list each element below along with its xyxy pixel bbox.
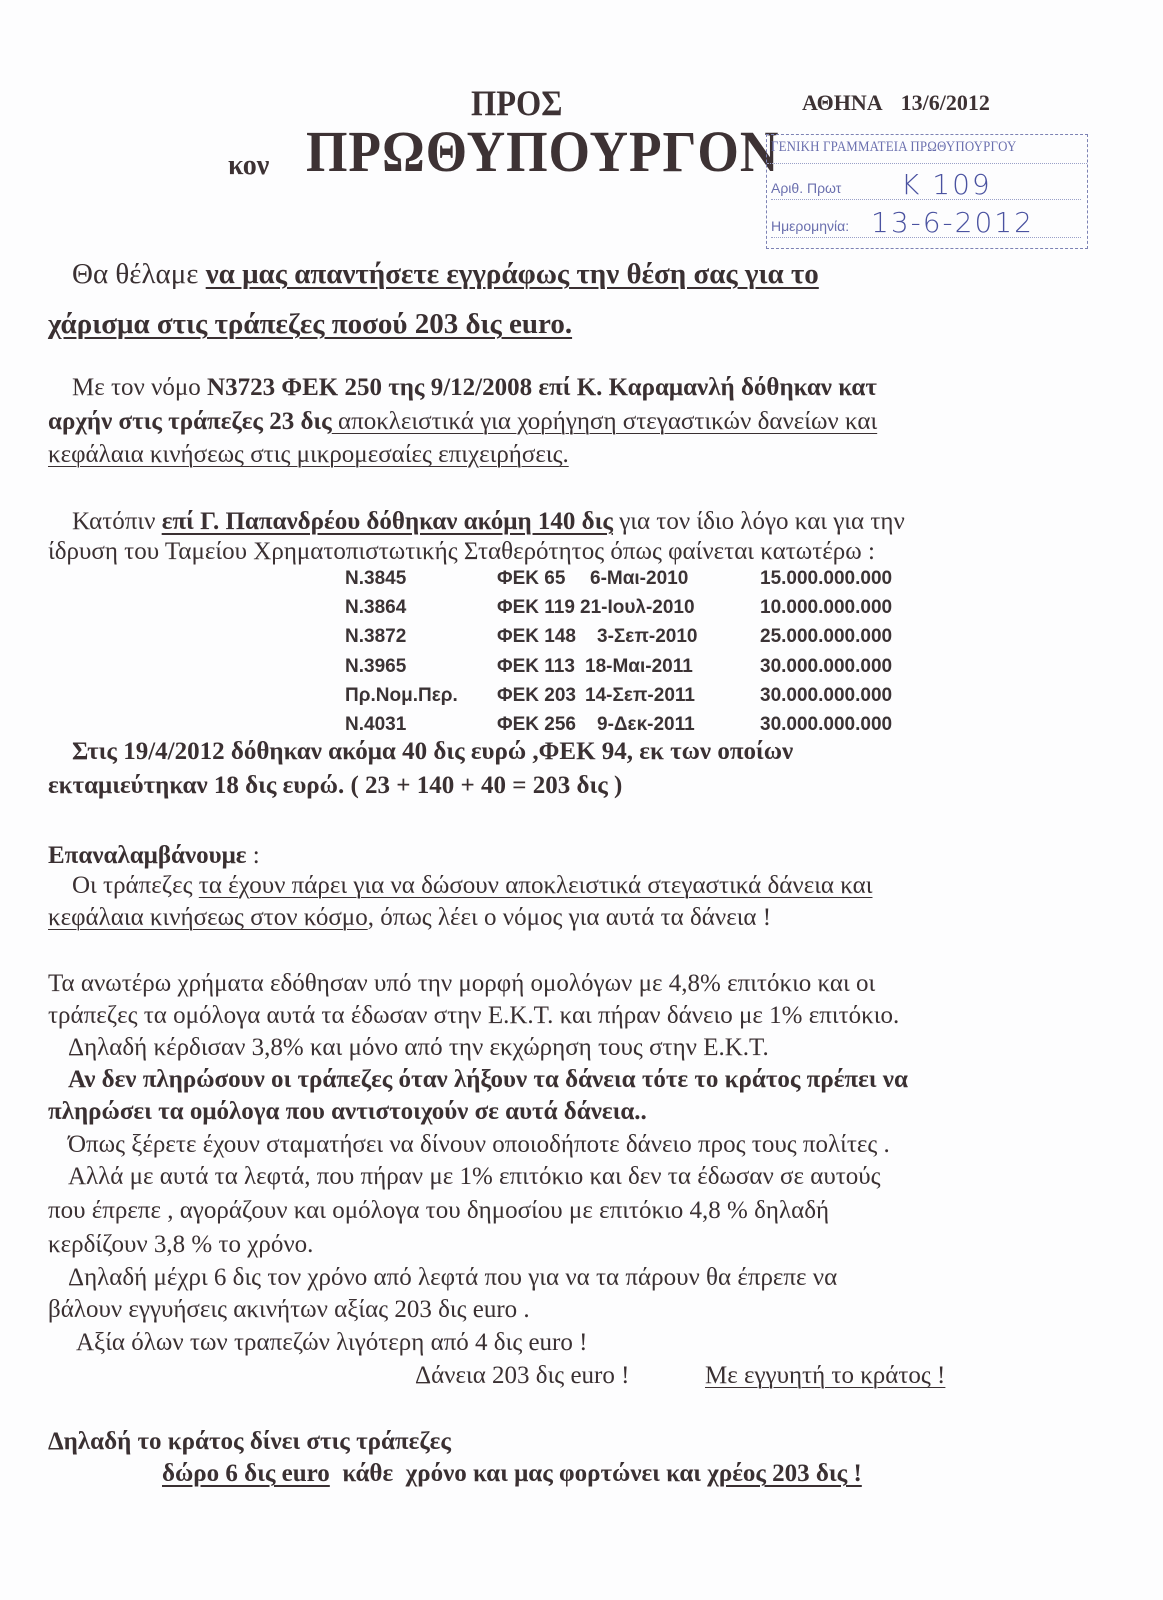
guarantor-statement: Με εγγυητή το κράτος ! — [705, 1362, 946, 1389]
header-city: ΑΘΗΝΑ — [802, 90, 883, 115]
law-date: 9-Δεκ-2011 — [597, 713, 695, 735]
para1-underlined-2: κεφάλαια κινήσεως στις μικρομεσαίες επιχειρήσεις. — [48, 441, 569, 468]
law-fek: ΦΕΚ 148 — [497, 626, 576, 648]
body-line: Όπως ξέρετε έχουν σταματήσει να δίνουν οποιοδήποτε δάνειο προς τους πολίτες . — [68, 1131, 890, 1158]
para1-bold-2: αρχήν στις τράπεζες 23 δις — [48, 408, 332, 435]
law-amount: 30.000.000.000 — [760, 655, 893, 677]
body-line: κερδίζουν 3,8 % το χρόνο. — [48, 1231, 314, 1258]
law-number: N.3845 — [345, 568, 407, 589]
para3-line-1: Στις 19/4/2012 δόθηκαν ακόμα 40 δις ευρώ ,ΦΕΚ 94, εκ των οποίων — [72, 738, 794, 765]
lead-underlined-2: χάρισμα στις τράπεζες ποσού 203 δις euro. — [48, 308, 573, 340]
law-fek: ΦΕΚ 65 — [497, 568, 566, 589]
closing-line-2 — [162, 1460, 862, 1488]
law-number: Πρ.Νομ.Περ. — [345, 684, 458, 706]
law-fek: ΦΕΚ 256 — [497, 713, 576, 735]
para1-underlined: αποκλειστικά για χορήγηση στεγαστικών δανείων και — [331, 408, 878, 435]
para2-text-2: για τον ίδιο λόγο και για την — [612, 508, 905, 535]
closing-line-1: Δηλαδή το κράτος δίνει στις τράπεζες — [48, 1428, 451, 1455]
para1-text: Με τον νόμο — [72, 374, 208, 401]
repeat-text-2: , όπως λέει ο νόμος για αυτά τα δάνεια ! — [367, 904, 772, 931]
repeat-underlined-2: κεφάλαια κινήσεως στον κόσμο — [48, 904, 368, 931]
body-line: Τα ανωτέρω χρήματα εδόθησαν υπό την μορφή ομολόγων με 4,8% επιτόκιο και οι — [48, 970, 876, 997]
law-number: N.3864 — [345, 597, 407, 619]
lead-line-1 — [72, 258, 819, 291]
law-date: 3-Σεπ-2010 — [597, 626, 698, 648]
law-number: N.4031 — [345, 713, 407, 735]
para1-line-2 — [48, 408, 877, 436]
repeat-line-1 — [72, 872, 872, 900]
law-date: 14-Σεπ-2011 — [585, 684, 695, 706]
body-bold-line: Αν δεν πληρώσουν οι τράπεζες όταν λήξουν τα δάνεια τότε το κράτος πρέπει να — [68, 1066, 908, 1093]
law-date: 18-Μαι-2011 — [585, 655, 693, 677]
stamp-date-row — [771, 207, 1081, 238]
repeat-text: Οι τράπεζες — [72, 872, 199, 899]
header-date: 13/6/2012 — [900, 90, 990, 115]
repeat-line-2 — [48, 904, 771, 932]
repeat-heading — [48, 842, 260, 870]
body-line: Αξία όλων των τραπεζών λιγότερη από 4 δις euro ! — [76, 1329, 588, 1356]
body-line: Δηλαδή μέχρι 6 δις τον χρόνο από λεφτά που για να τα πάρουν θα έπρεπε να — [68, 1264, 838, 1291]
body-bold-line: πληρώσει τα ομόλογα που αντιστοιχούν σε αυτά δάνεια.. — [48, 1098, 647, 1125]
repeat-underlined: τα έχουν πάρει για να δώσουν αποκλειστικά στεγαστικά δάνεια και — [198, 872, 873, 899]
law-amount: 30.000.000.000 — [760, 684, 893, 706]
repeat-heading-text: Επαναλαμβάνουμε — [48, 842, 247, 869]
para2-text: Κατόπιν — [72, 508, 162, 535]
closing-underlined-debt: χρέος 203 δις ! — [707, 1460, 862, 1487]
para2-text-3: ίδρυση του Ταμείου Χρηματοπιστωτικής Σταθερότητος όπως φαίνεται κατωτέρω : — [48, 538, 875, 565]
stamp-date-label: Ημερομηνία: — [771, 218, 850, 234]
para3-line-2: εκταμιεύτηκαν 18 δις ευρώ. ( 23 + 140 + 40 = 203 δις ) — [48, 772, 623, 799]
law-amount: 30.000.000.000 — [760, 713, 893, 735]
law-fek: ΦΕΚ 113 — [497, 655, 575, 677]
law-date: 21-Ιουλ-2010 — [580, 597, 695, 619]
law-amount: 10.000.000.000 — [760, 597, 893, 619]
stamp-title: ΓΕΝΙΚΗ ΓΡΑΜΜΑΤΕΙΑ ΠΡΩΘΥΠΟΥΡΓΟΥ — [771, 139, 1017, 155]
header-recipient: ΠΡΩΘΥΠΟΥΡΓΟΝ — [306, 119, 780, 184]
registry-stamp — [766, 134, 1088, 249]
para2-bold-underlined: επί Γ. Παπανδρέου δόθηκαν ακόμη 140 δις — [161, 508, 613, 535]
para1-line-3 — [48, 441, 569, 469]
body-line: που έπρεπε , αγοράζουν και ομόλογα του δημοσίου με επιτόκιο 4,8 % δηλαδή — [48, 1197, 830, 1224]
lead-intro: Θα θέλαμε — [72, 258, 206, 290]
stamp-protocol-label: Αριθ. Πρωτ — [771, 180, 842, 196]
stamp-divider — [767, 163, 1087, 164]
law-number: N.3872 — [345, 626, 407, 648]
closing-mid: κάθε χρόνο και μας φορτώνει και — [329, 1460, 708, 1487]
body-line: τράπεζες τα ομόλογα αυτά τα έδωσαν στην Ε.Κ.Τ. και πήραν δάνειο με 1% επιτόκιο. — [48, 1002, 900, 1029]
law-amount: 25.000.000.000 — [760, 626, 893, 648]
law-fek: ΦΕΚ 119 — [497, 597, 575, 619]
para1-line-1 — [72, 374, 877, 402]
header-place-date — [802, 90, 1008, 116]
law-amount: 15.000.000.000 — [760, 568, 893, 589]
repeat-colon: : — [246, 842, 260, 869]
lead-line-2 — [48, 308, 572, 341]
loans-statement: Δάνεια 203 δις euro ! — [415, 1362, 630, 1389]
header-pros: ΠΡΟΣ — [471, 83, 563, 123]
law-date: 6-Μαι-2010 — [590, 568, 689, 589]
closing-underlined-gift: δώρο 6 δις euro — [162, 1460, 330, 1487]
para2-line-1 — [72, 508, 905, 536]
lead-underlined-1: να μας απαντήσετε εγγράφως την θέση σας για το — [205, 258, 819, 290]
body-line: βάλουν εγγυήσεις ακινήτων αξίας 203 δις euro . — [48, 1296, 530, 1323]
stamp-protocol-row — [771, 169, 1081, 200]
header-kon: κον — [228, 150, 270, 181]
law-number: N.3965 — [345, 655, 407, 677]
stamp-protocol-value: K 109 — [901, 168, 992, 201]
body-line: Δηλαδή κέρδισαν 3,8% και μόνο από την εκχώρηση τους στην Ε.Κ.Τ. — [68, 1034, 769, 1061]
law-fek: ΦΕΚ 203 — [497, 684, 576, 706]
para2-line-2 — [48, 538, 875, 566]
stamp-date-value: 13-6-2012 — [871, 206, 1034, 239]
body-line: Αλλά με αυτά τα λεφτά, που πήραν με 1% επιτόκιο και δεν τα έδωσαν σε αυτούς — [68, 1163, 881, 1190]
para1-bold: N3723 ΦΕΚ 250 της 9/12/2008 επί Κ. Καραμανλή δόθηκαν κατ — [207, 374, 877, 401]
